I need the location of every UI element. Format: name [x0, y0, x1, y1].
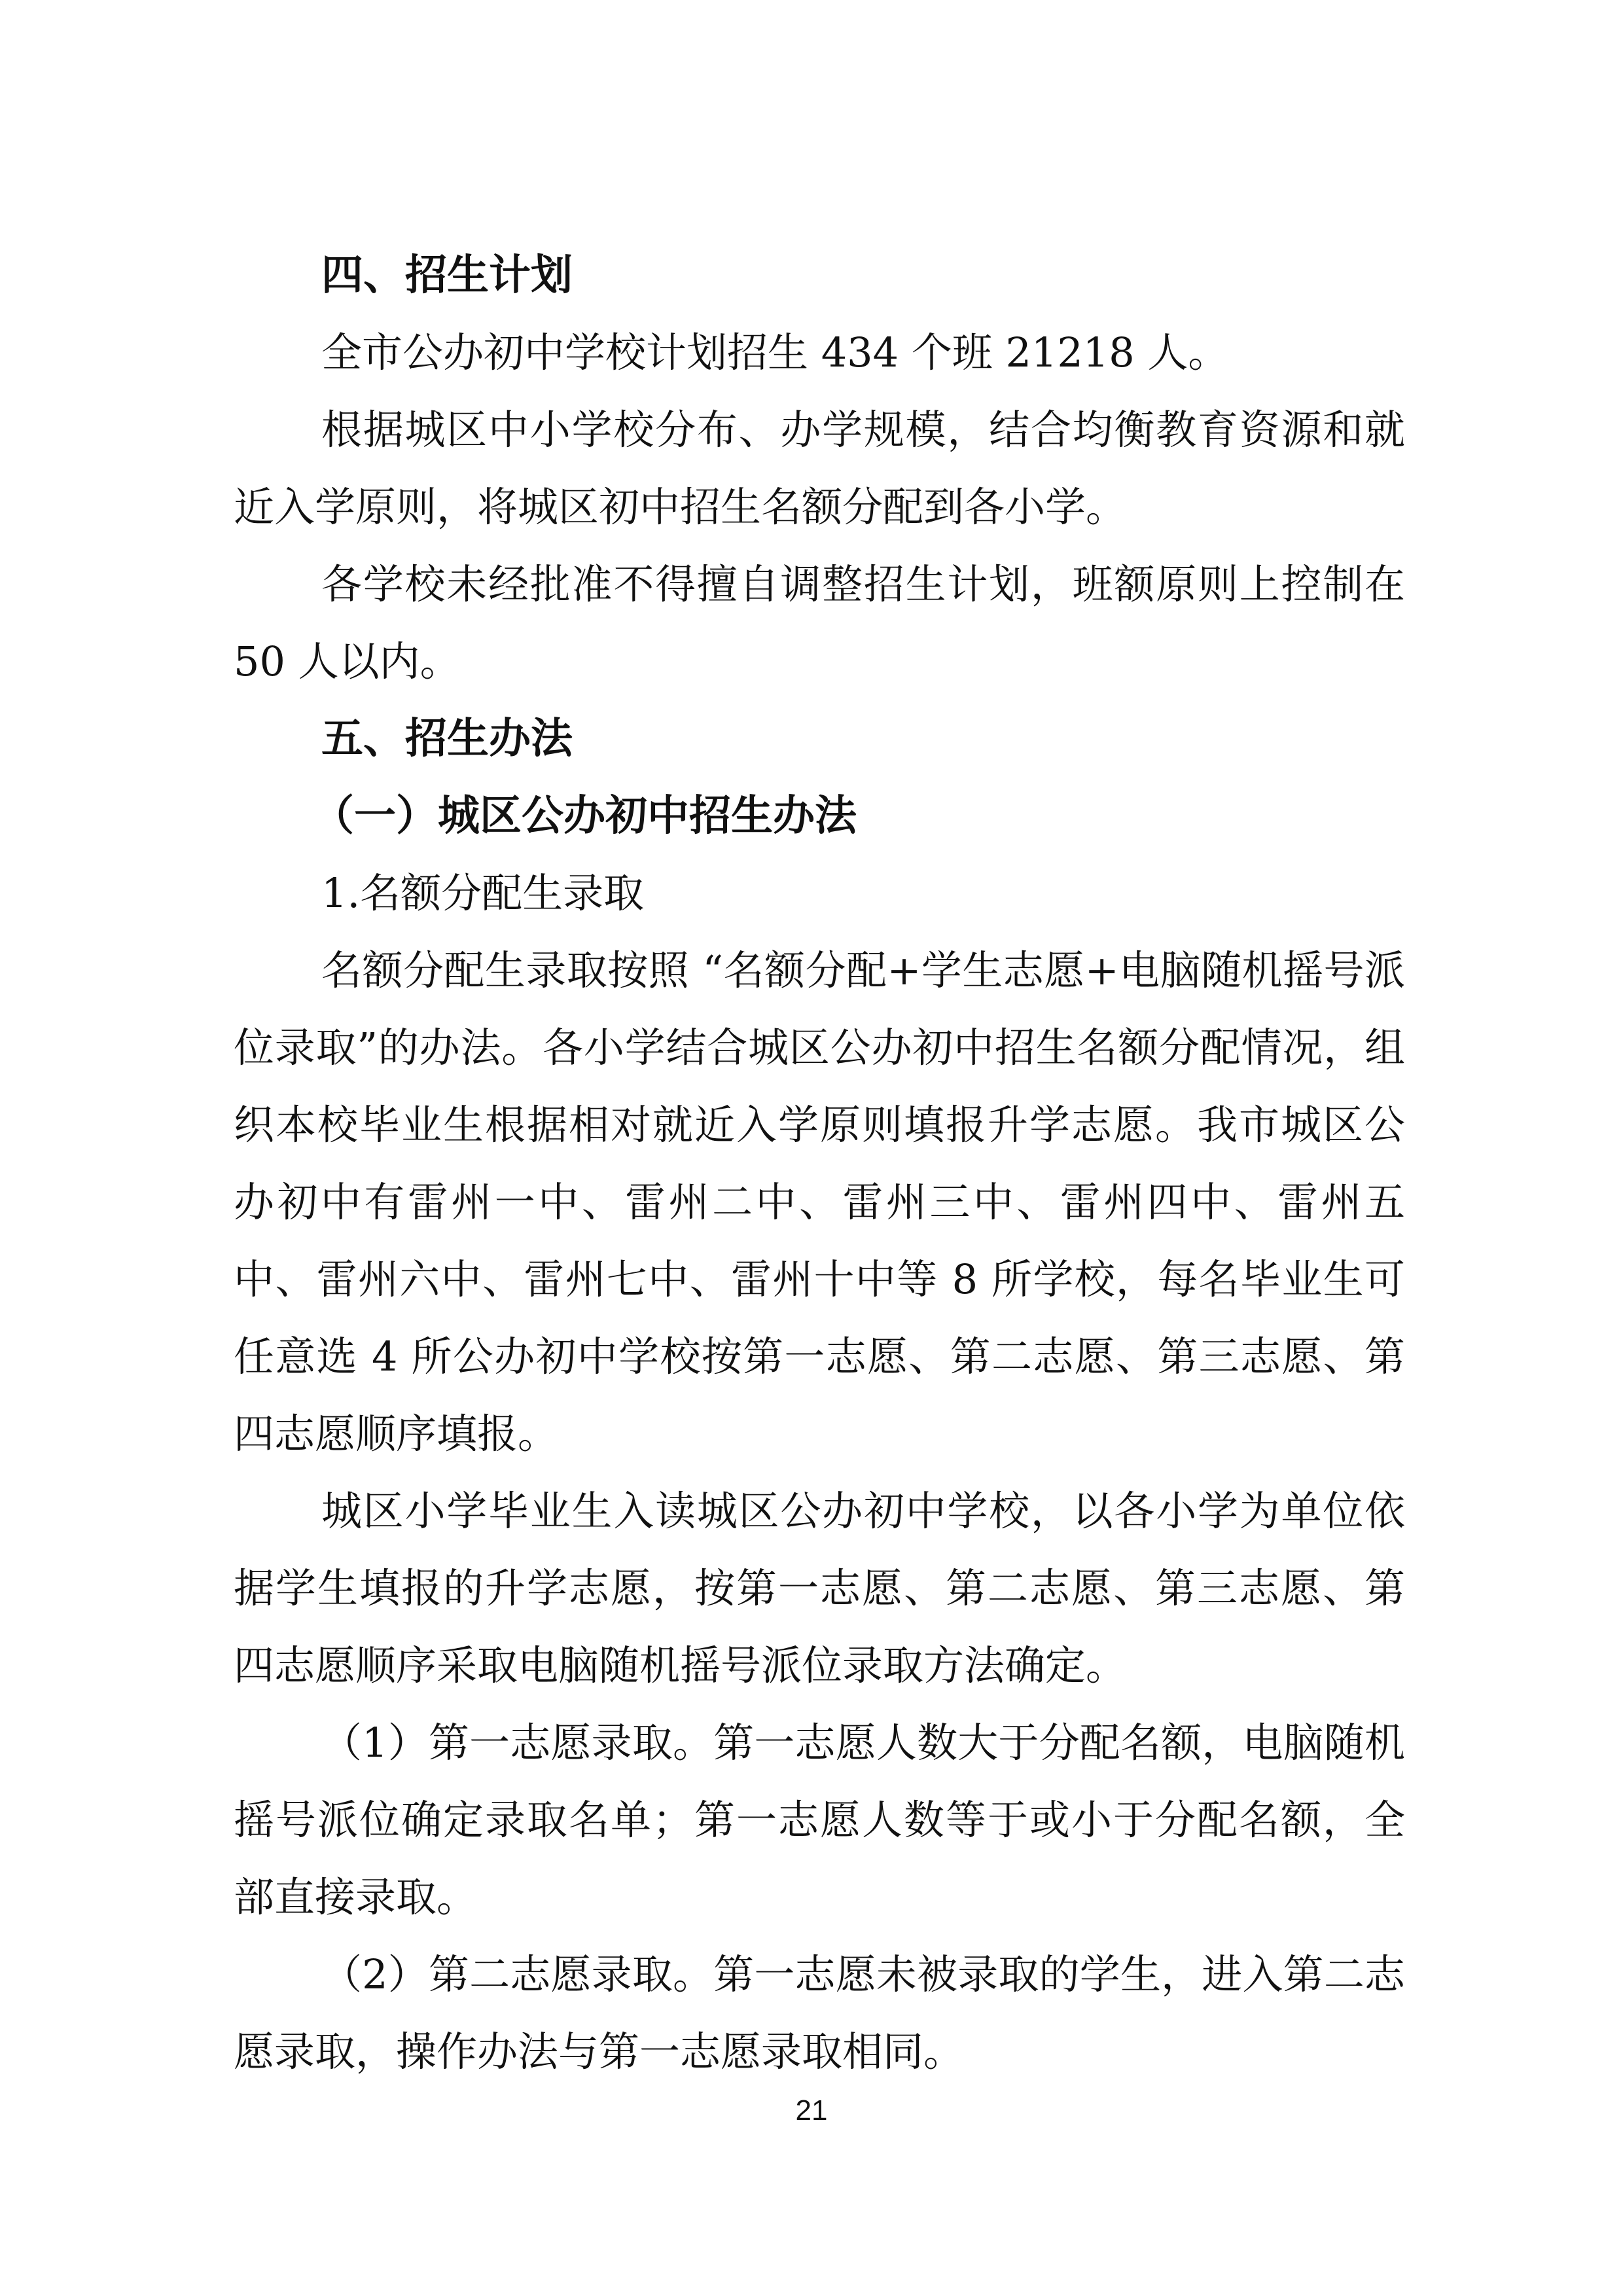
- paragraph-quota-allocation: 根据城区中小学校分布、办学规模，结合均衡教育资源和就近入学原则，将城区初中招生名额分配到各小学。: [234, 406, 1405, 531]
- section-heading-enrollment-method: 五、招生办法: [321, 715, 573, 763]
- paragraph-class-size: 各学校未经批准不得擅自调整招生计划，班额原则上控制在 50 人以内。: [234, 560, 1405, 685]
- paragraph-plan-total: 全市公办初中学校计划招生 434 个班 21218 人。: [321, 329, 1229, 376]
- subsection-heading-urban-public-junior: （一）城区公办初中招生办法: [312, 792, 857, 840]
- paragraph-first-choice: （1）第一志愿录取。第一志愿人数大于分配名额，电脑随机摇号派位确定录取名单；第一志愿人数等于或小于分配名额，全部直接录取。: [234, 1719, 1405, 1921]
- document-body: [234, 237, 1405, 2090]
- paragraph-lottery-procedure: 城区小学毕业生入读城区公办初中学校，以各小学为单位依据学生填报的升学志愿，按第一志愿、第二志愿、第三志愿、第四志愿顺序采取电脑随机摇号派位录取方法确定。: [234, 1487, 1405, 1689]
- item-heading-quota-admission: 1.名额分配生录取: [321, 869, 645, 917]
- section-heading-enrollment-plan: 四、招生计划: [321, 251, 573, 300]
- paragraph-second-choice: （2）第二志愿录取。第一志愿未被录取的学生，进入第二志愿录取，操作办法与第一志愿录取相同。: [234, 1950, 1405, 2075]
- paragraph-quota-method: 名额分配生录取按照 “名额分配+学生志愿+电脑随机摇号派位录取”的办法。各小学结合城区公办初中招生名额分配情况，组织本校毕业生根据相对就近入学原则填报升学志愿。我市城区公办初中有雷州一中、雷州二中、雷州三中、雷州四中、雷州五中、雷州六中、雷州七中、雷州十中等 8 所学校，每名毕业生可任意选 4 所公办初中学校按第一志愿、第二志愿、第三志愿、第四志愿顺序填报。: [234, 946, 1405, 1458]
- page-number: 21: [795, 2094, 828, 2126]
